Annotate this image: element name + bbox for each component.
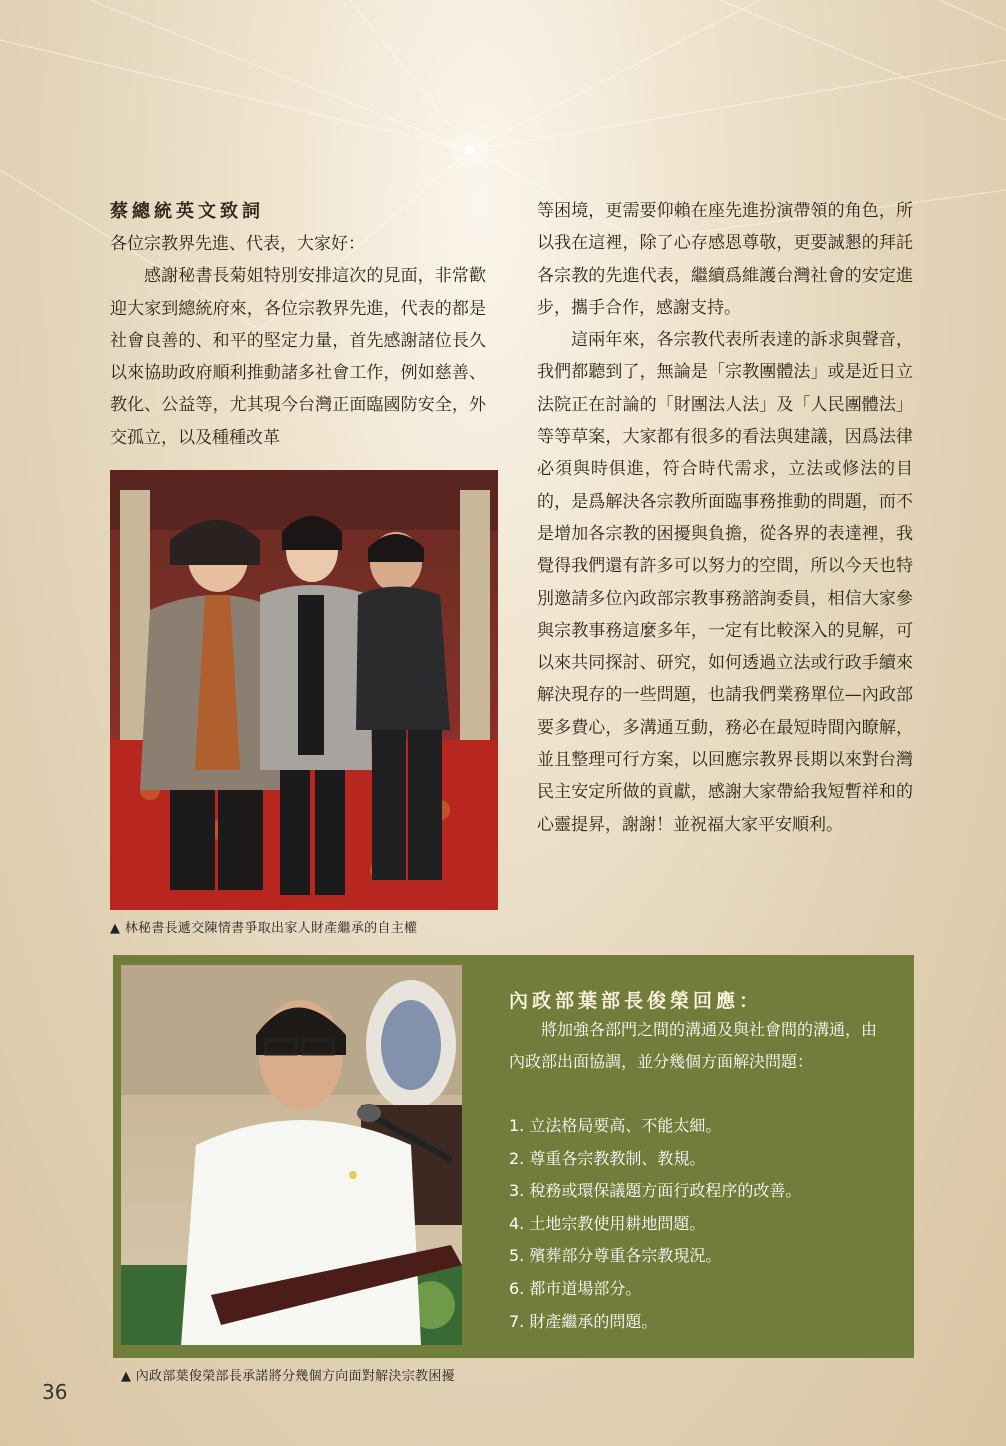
body-paragraph-continued: 等困境，更需要仰賴在座先進扮演帶領的角色，所以我在這裡，除了心存感恩尊敬，更要誠懇的拜託各宗教的先進代表，繼續爲維護台灣社會的安定進步，攜手合作，感謝支持。 (537, 201, 913, 318)
list-item: 3. 稅務或環保議題方面行政程序的改善。 (509, 1181, 802, 1201)
response-title: 內政部葉部長俊榮回應： (509, 990, 763, 1012)
response-intro-text: 將加強各部門之間的溝通及與社會間的溝通，由內政部出面協調，並分幾個方面解決問題： (509, 1020, 878, 1071)
body-paragraph: 這兩年來，各宗教代表所表達的訴求與聲音，我們都聽到了，無論是「宗教團體法」或是近日立法院正在討論的「財團法人法」及「人民團體法」等等草案，大家都有很多的看法與建議，因爲法律必須與時俱進，符合時代需求，立法或修法的目的，是爲解決各宗教所面臨事務推動的問題，而不是增加各宗教的困擾與負擔，從各界的表達裡，我覺得我們還有許多可以努力的空間，所以今天也特別邀請多位內政部宗教事務諮詢委員，相信大家參與宗教事務這麼多年，一定有比較深入的見解，可以來共同探討、研究，如何透過立法或行政手續來解決現存的一些問題，也請我們業務單位—內政部要多費心，多溝通互動，務必在最短時間內瞭解，並且整理可行方案，以回應宗教界長期以來對台灣民主安定所做的貢獻，感謝大家帶給我短暫祥和的心靈提昇，謝謝！並祝福大家平安順利。 (537, 330, 913, 835)
greeting-paragraph: 各位宗教界先進、代表，大家好： (110, 234, 365, 254)
article-heading: 蔡總統英文致詞 (110, 201, 264, 222)
response-intro (509, 1014, 879, 1078)
minister-speaking-photo (121, 965, 462, 1345)
list-item: 5. 殯葬部分尊重各宗教現況。 (509, 1246, 722, 1266)
list-item: 4. 土地宗教使用耕地問題。 (509, 1213, 706, 1233)
list-item: 2. 尊重各宗教教制、教規。 (509, 1148, 706, 1168)
minister-photo-caption: ▲ 內政部葉俊榮部長承諾將分幾個方向面對解決宗教困擾 (121, 1369, 455, 1384)
list-item: 7. 財產繼承的問題。 (509, 1311, 658, 1331)
page-number: 36 (42, 1380, 68, 1404)
group-photo (110, 470, 498, 910)
response-list (509, 1110, 801, 1338)
body-paragraph: 感謝秘書長菊姐特別安排這次的見面，非常歡迎大家到總統府來，各位宗教界先進，代表的都是社會良善的、和平的堅定力量，首先感謝諸位長久以來協助政府順利推動諸多社會工作，例如慈善、教化、公益等，尤其現今台灣正面臨國防安全，外交孤立，以及種種改革 (110, 266, 486, 448)
list-item: 1. 立法格局要高、不能太細。 (509, 1116, 722, 1135)
article-right-column (537, 195, 913, 841)
list-item: 6. 都市道場部分。 (509, 1278, 642, 1298)
article-left-column (110, 228, 486, 454)
group-photo-caption: ▲ 林秘書長遞交陳情書爭取出家人財產繼承的自主權 (110, 921, 418, 936)
